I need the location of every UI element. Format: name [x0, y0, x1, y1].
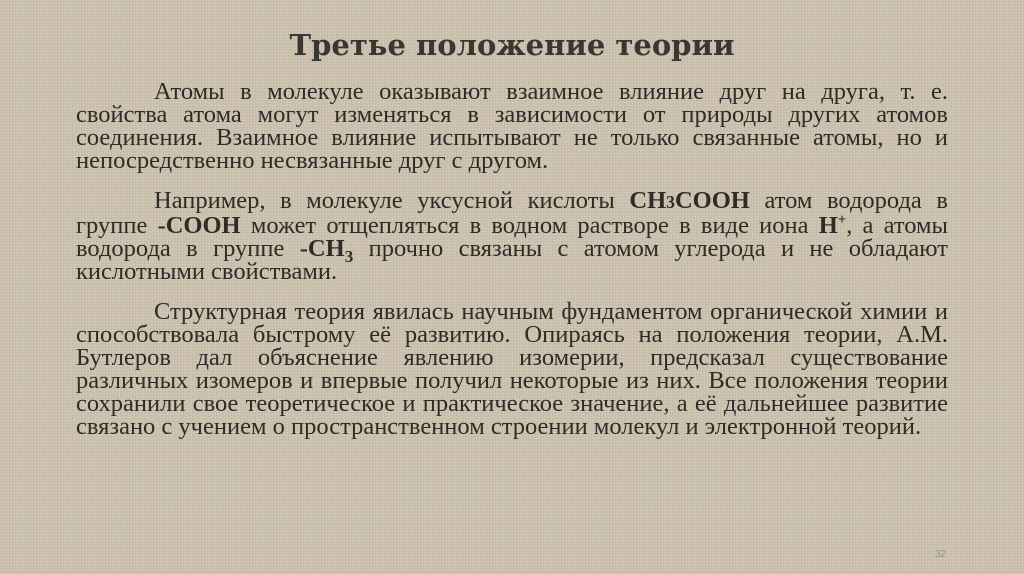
paragraph-2-text-3: может отщепляться в водном растворе в виде иона [240, 212, 819, 239]
paragraph-3: Структурная теория явилась научным фундаментом органической химии и способствовала быстрому её развитию. Опираясь на положения теории, А.М. Бутлеров дал объяснение явлению изомерии, предсказал существование различных изомеров и впервые получил некоторые из них. Все положения теории сохранили свое теоретическое и практическое значение, а её дальнейшее развитие связано с учением о пространственном строении молекул и электронной теорий. [76, 298, 948, 440]
carboxyl-group: -COOH [157, 212, 241, 239]
acetic-acid-formula-cooh: COOH [674, 187, 750, 214]
paragraph-2-text-2: атом водорода в группе [76, 187, 948, 239]
page-number: 32 [934, 549, 946, 560]
acetic-acid-formula [629, 187, 749, 214]
slide-body [76, 80, 948, 438]
paragraph-2-text-1: Например, в молекуле уксусной кислоты [154, 187, 630, 214]
paragraph-2 [76, 189, 948, 283]
methyl-group-index: 3 [344, 246, 354, 266]
paragraph-2-text-4: , а атомы водорода в группе [76, 212, 949, 262]
methyl-group-symbol: -CH [299, 235, 345, 262]
acetic-acid-formula-ch: CH [629, 187, 667, 214]
hydrogen-ion-symbol: H [818, 212, 838, 239]
hydrogen-ion-charge: + [837, 211, 847, 228]
acetic-acid-formula-index: 3 [666, 192, 675, 212]
paragraph-1: Атомы в молекуле оказывают взаимное влияние друг на друга, т. е. свойства атома могут изменяться в зависимости от природы других атомов соединения. Взаимное влияние испытывают не только связанные атомы, но и непосредственно несвязанные друг с другом. [76, 78, 948, 174]
slide-title: Третье положение теории [289, 28, 735, 62]
paragraph-2-text-5: прочно связаны с атомом углерода и не обладают кислотными свойствами. [76, 235, 948, 285]
